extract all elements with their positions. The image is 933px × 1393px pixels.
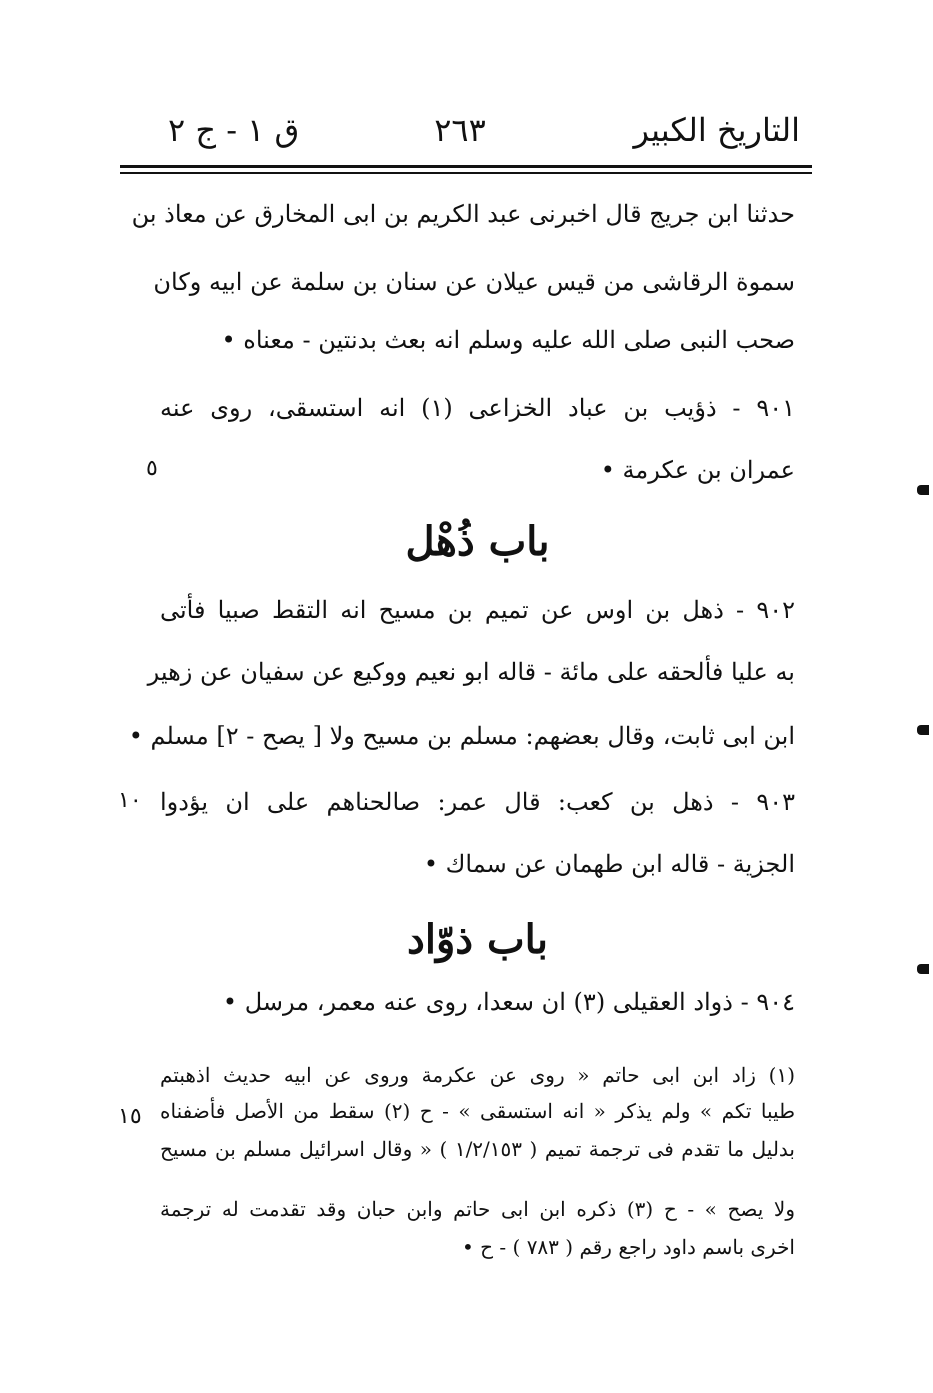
footnote-line: بدليل ما تقدم فى ترجمة تميم ( ١/٢/١٥٣ ) « وقال اسرائيل مسلم بن مسيح (160, 1137, 795, 1161)
entry-901: ٩٠١ - ذؤيب بن عباد الخزاعى (١) انه استسقى، روى عنه (160, 394, 795, 422)
line-number-5: ٥ (146, 456, 158, 481)
book-title: التاريخ الكبير (633, 111, 800, 149)
edge-marker (917, 964, 929, 974)
entry-904: ٩٠٤ - ذواد العقيلى (٣) ان سعدا، روى عنه معمر، مرسل • (222, 988, 795, 1016)
body-line: صحب النبى صلى الله عليه وسلم انه بعث بدنتين - معناه • (221, 326, 795, 354)
entry-903: ٩٠٣ - ذهل بن كعب: قال عمر: صالحناهم على ان يؤدوا (160, 788, 795, 816)
page-number: ٢٦٣ (434, 111, 486, 149)
footnote-line: ولا يصح » - ح (٣) ذكره ابن ابى حاتم وابن حبان وقد تقدمت له ترجمة (160, 1197, 795, 1221)
section-title-dhuhl: باب ذُهْل (405, 518, 550, 565)
header-rule-thin (120, 172, 812, 174)
section-title-dhawwad: باب ذوّاد (407, 916, 548, 963)
page-header (120, 108, 800, 158)
edge-marker (917, 725, 929, 735)
body-line: عمران بن عكرمة • (600, 456, 795, 484)
volume-label: ق ١ - ج ٢ (168, 111, 300, 149)
footnote-line: طيبا تكم » ولم يذكر « انه استسقى » - ح (٢) سقط من الأصل فأضفناه (160, 1099, 796, 1123)
line-number-15: ١٥ (118, 1104, 142, 1129)
footnote-line: اخرى باسم داود راجع رقم ( ٧٨٣ ) - ح • (461, 1235, 795, 1259)
body-line: ابن ابى ثابت، وقال بعضهم: مسلم بن مسيح ولا [ يصح - ٢] مسلم • (128, 722, 795, 750)
header-rule-thick (120, 165, 812, 168)
edge-marker (917, 485, 929, 495)
body-line: به عليا فألحقه على مائة - قاله ابو نعيم ووكيع عن سفيان عن زهير (147, 658, 795, 686)
entry-902: ٩٠٢ - ذهل بن اوس عن تميم بن مسيح انه التقط صبيا فأتى (160, 596, 795, 624)
line-number-10: ١٠ (118, 788, 142, 813)
body-line: سموة الرقاشى من قيس عيلان عن سنان بن سلمة عن ابيه وكان (153, 268, 795, 296)
body-line: الجزية - قاله ابن طهمان عن سماك • (423, 850, 795, 878)
body-line: حدثنا ابن جريج قال اخبرنى عبد الكريم بن ابى المخارق عن معاذ بن (131, 200, 795, 228)
footnote-line: (١) زاد ابن ابى حاتم « روى عن عكرمة وروى عن ابيه حديث اذهبتم (160, 1063, 795, 1087)
